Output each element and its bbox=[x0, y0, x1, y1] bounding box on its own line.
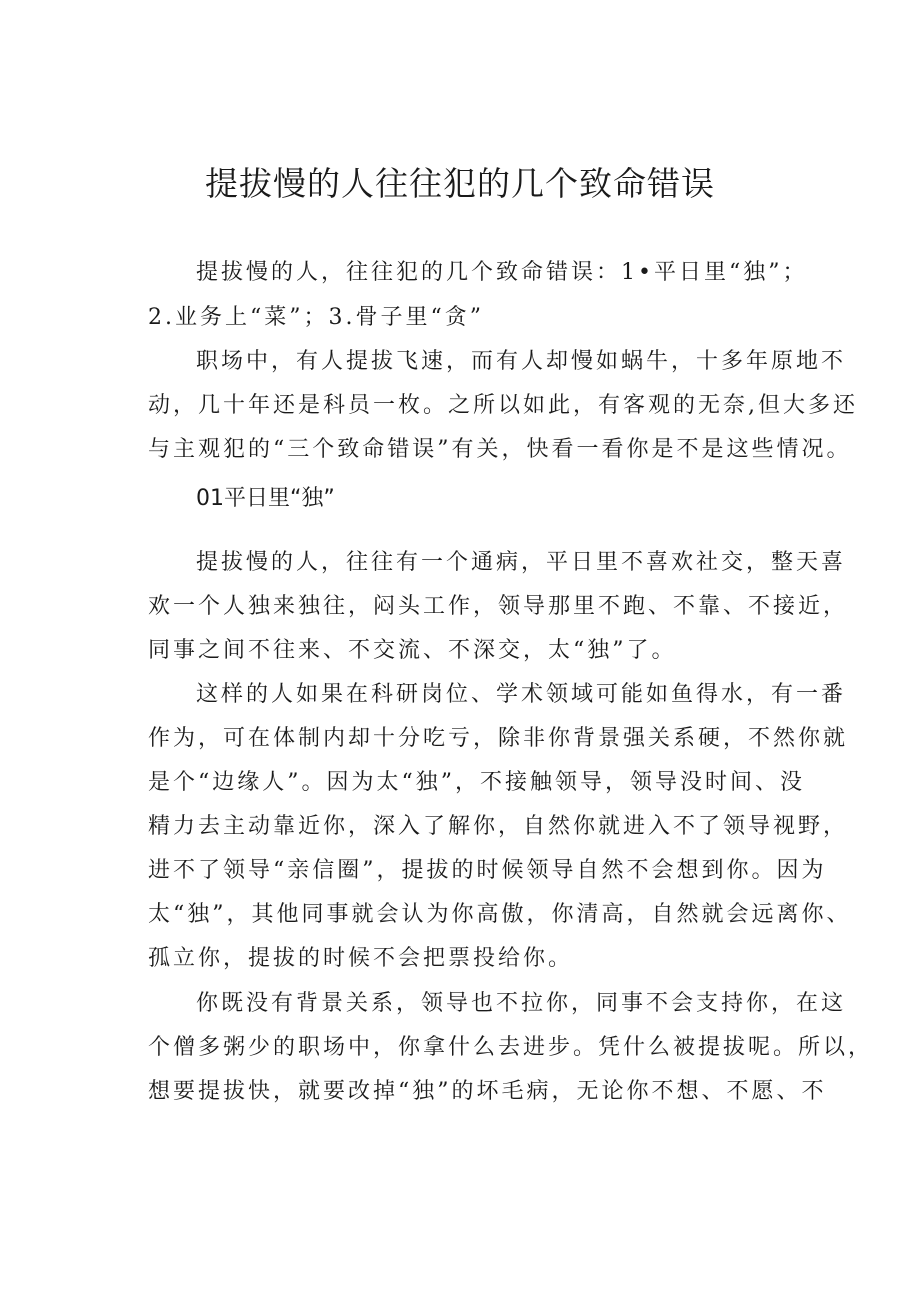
paragraph-line: 想要提拔快，就要改掉“独”的坏毛病，无论你不想、不愿、不 bbox=[148, 1079, 827, 1104]
paragraph-line: 进不了领导“亲信圈”，提拔的时候领导自然不会想到你。因为 bbox=[148, 858, 827, 883]
paragraph-line: 动，几十年还是科员一枚。之所以如此，有客观的无奈,但大多还 bbox=[148, 393, 858, 418]
paragraph-line: 孤立你，提拔的时候不会把票投给你。 bbox=[148, 946, 574, 971]
paragraph-line: 这样的人如果在科研岗位、学术领域可能如鱼得水，有一番 bbox=[196, 682, 847, 707]
paragraph-line: 太“独”，其他同事就会认为你高傲，你清高，自然就会远离你、 bbox=[148, 902, 852, 927]
paragraph-line: 同事之间不往来、不交流、不深交，太“独”了。 bbox=[148, 638, 677, 663]
paragraph-line: 你既没有背景关系，领导也不拉你，同事不会支持你，在这 bbox=[196, 991, 847, 1016]
paragraph-line: 提拔慢的人，往往有一个通病，平日里不喜欢社交，整天喜 bbox=[196, 550, 847, 575]
paragraph-line: 是个“边缘人”。因为太“独”，不接触领导，领导没时间、没 bbox=[148, 770, 805, 795]
paragraph-line: 与主观犯的“三个致命错误”有关，快看一看你是不是这些情况。 bbox=[148, 437, 852, 462]
paragraph-line: 精力去主动靠近你，深入了解你，自然你就进入不了领导视野， bbox=[148, 814, 849, 839]
document-title: 提拔慢的人往往犯的几个致命错误 bbox=[205, 164, 715, 203]
section-heading: 01平日里“独” bbox=[196, 486, 335, 511]
paragraph-line: 欢一个人独来独往，闷头工作，领导那里不跑、不靠、不接近， bbox=[148, 594, 849, 619]
paragraph-line: 个僧多粥少的职场中，你拿什么去进步。凭什么被提拔呢。所以， bbox=[148, 1035, 874, 1060]
paragraph-line: 作为，可在体制内却十分吃亏，除非你背景强关系硬，不然你就 bbox=[148, 726, 849, 751]
paragraph-line: 2.业务上“菜”；3.骨子里“贪” bbox=[148, 305, 484, 330]
paragraph-line: 提拔慢的人，往往犯的几个致命错误：1•平日里“独”； bbox=[196, 260, 808, 285]
paragraph-line: 职场中，有人提拔飞速，而有人却慢如蜗牛，十多年原地不 bbox=[196, 349, 847, 374]
